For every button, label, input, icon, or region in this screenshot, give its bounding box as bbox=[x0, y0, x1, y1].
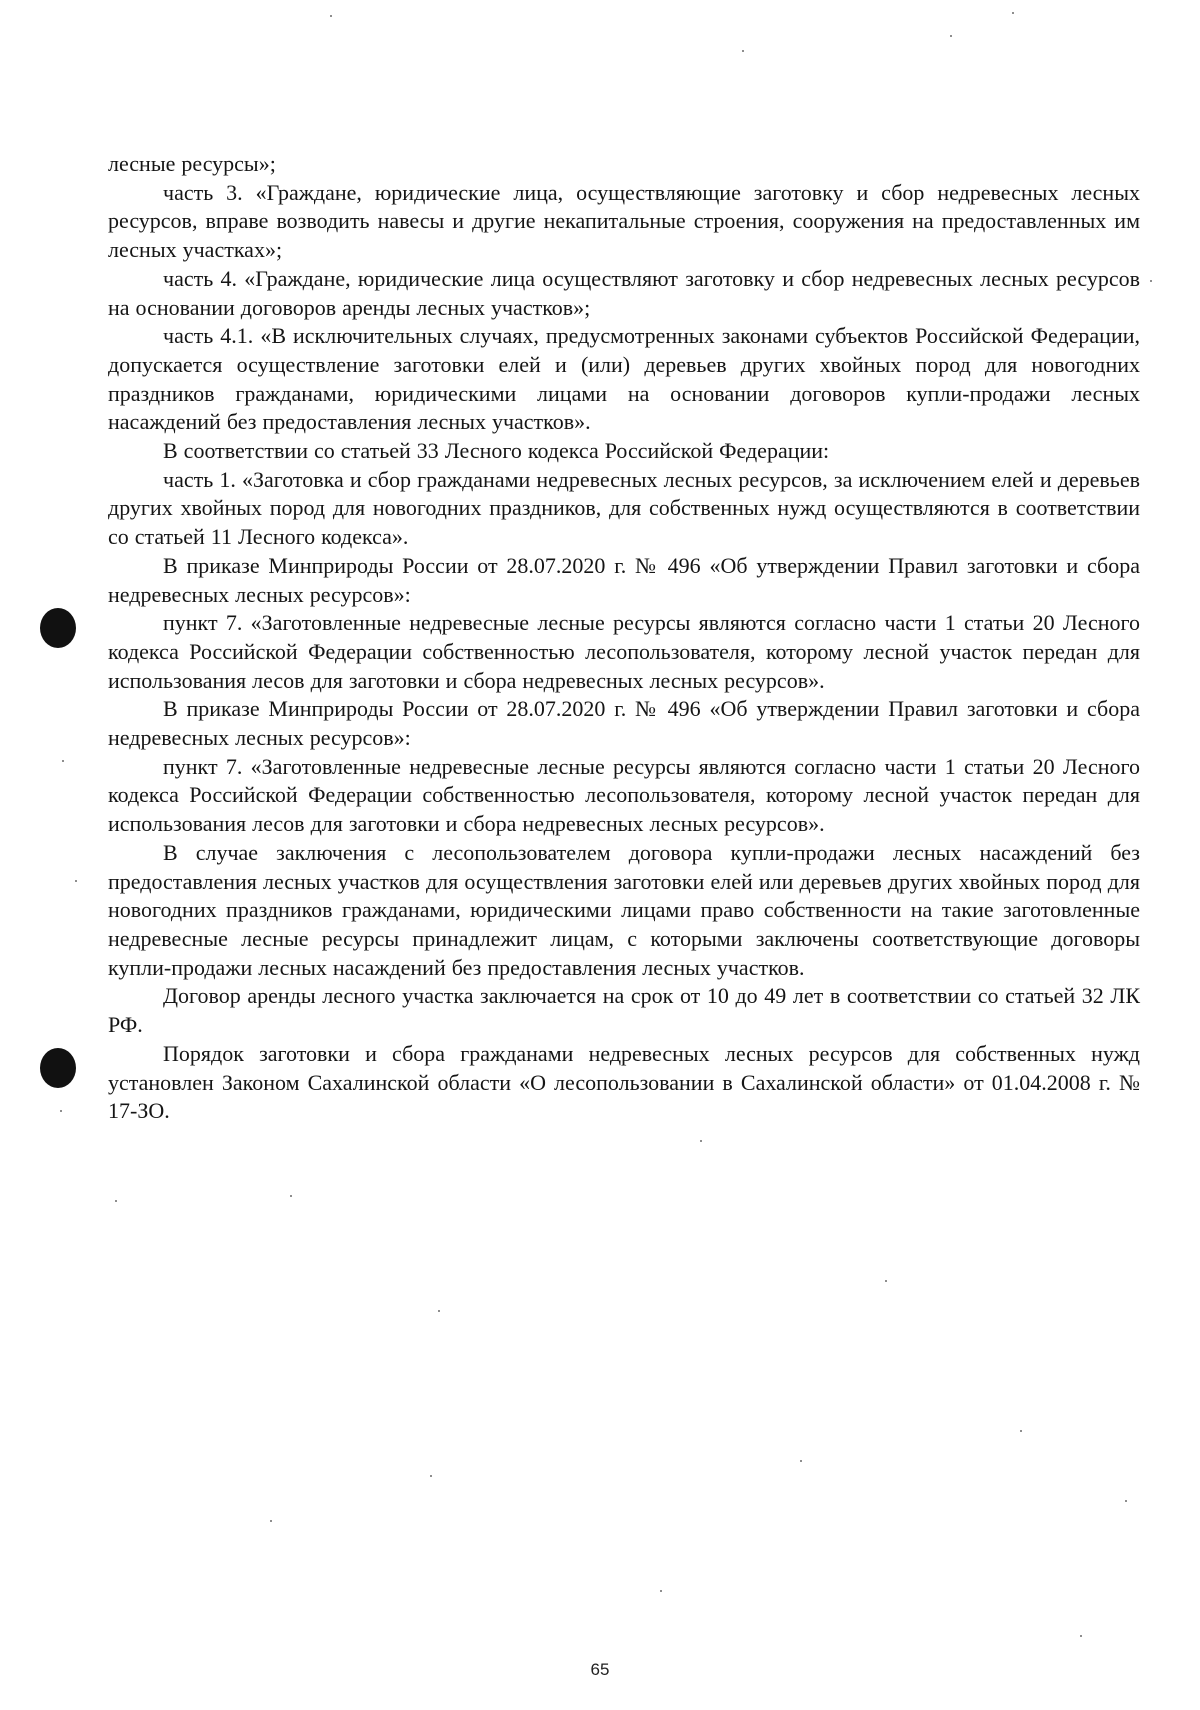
scan-speck bbox=[800, 1460, 802, 1462]
document-body bbox=[108, 150, 1140, 1126]
scan-speck bbox=[700, 1140, 702, 1142]
scan-speck bbox=[1012, 12, 1014, 14]
paragraph-article-33: В соответствии со статьей 33 Лесного кодекса Российской Федерации: bbox=[163, 438, 830, 464]
paragraph-part-4: часть 4. «Граждане, юридические лица осуществляют заготовку и сбор недревесных лесных ресурсов на основании договоров аренды лесных участков»; bbox=[108, 265, 1140, 320]
scan-speck bbox=[115, 1200, 117, 1202]
paragraph-sale-contract: В случае заключения с лесопользователем договора купли-продажи лесных насаждений без предоставления лесных участков для осуществления заготовки елей или деревьев других хвойных пород для новогодних праздников гражданами, юридическими лицами право собственности на такие заготовленные недревесные лесные ресурсы принадлежит лицам, с которыми заключены соответствующие договоры купли-продажи лесных насаждений без предоставления лесных участков. bbox=[108, 839, 1140, 980]
scan-speck bbox=[430, 1475, 432, 1477]
scan-speck bbox=[660, 1590, 662, 1592]
scan-speck bbox=[290, 1195, 292, 1197]
punch-hole-bottom bbox=[40, 1048, 76, 1088]
paragraph-part-4-1: часть 4.1. «В исключительных случаях, предусмотренных законами субъектов Российской Федерации, допускается осуществление заготовки елей и (или) деревьев других хвойных пород для новогодних праздников гражданами, юридическими лицами на основании договоров купли-продажи лесных насаждений без предоставления лесных участков». bbox=[108, 323, 1140, 435]
paragraph-lease-term: Договор аренды лесного участка заключается на срок от 10 до 49 лет в соответствии со статьей 32 ЛК РФ. bbox=[108, 983, 1140, 1038]
page-number: 65 bbox=[590, 1660, 610, 1679]
scan-speck bbox=[885, 1280, 887, 1282]
scan-speck bbox=[60, 1110, 62, 1112]
paragraph-continuation: лесные ресурсы»; bbox=[108, 151, 276, 176]
scan-speck bbox=[1150, 280, 1152, 282]
scan-speck bbox=[950, 35, 952, 37]
scan-speck bbox=[438, 1310, 440, 1312]
paragraph-order-496-second: В приказе Минприроды России от 28.07.2020 г. № 496 «Об утверждении Правил заготовки и сбора недревесных лесных ресурсов»: bbox=[108, 696, 1140, 751]
paragraph-sakhalin-law: Порядок заготовки и сбора гражданами недревесных лесных ресурсов для собственных нужд установлен Законом Сахалинской области «О лесопользовании в Сахалинской области» от 01.04.2008 г. № 17-ЗО. bbox=[108, 1040, 1140, 1124]
paragraph-order-496-first: В приказе Минприроды России от 28.07.2020 г. № 496 «Об утверждении Правил заготовки и сбора недревесных лесных ресурсов»: bbox=[108, 552, 1140, 607]
paragraph-article-33-part-1: часть 1. «Заготовка и сбор гражданами недревесных лесных ресурсов, за исключением елей и деревьев других хвойных пород для новогодних праздников, для собственных нужд осуществляются в соответствии со статьей 11 Лесного кодекса». bbox=[108, 466, 1140, 550]
scan-speck bbox=[270, 1520, 272, 1522]
scan-speck bbox=[62, 760, 64, 762]
punch-hole-top bbox=[40, 608, 76, 648]
paragraph-part-3: часть 3. «Граждане, юридические лица, осуществляющие заготовку и сбор недревесных лесных ресурсов, вправе возводить навесы и другие некапитальные строения, сооружения на предоставленных им лесных участках»; bbox=[108, 179, 1140, 263]
scan-speck bbox=[742, 50, 744, 52]
scan-speck bbox=[1080, 1635, 1082, 1637]
scan-speck bbox=[330, 15, 332, 17]
scan-speck bbox=[1020, 1430, 1022, 1432]
scan-speck bbox=[75, 880, 77, 882]
paragraph-item-7-first: пункт 7. «Заготовленные недревесные лесные ресурсы являются согласно части 1 статьи 20 Лесного кодекса Российской Федерации собственностью лесопользователя, которому лесной участок передан для использования лесов для заготовки и сбора недревесных лесных ресурсов». bbox=[108, 610, 1140, 693]
paragraph-item-7-second: пункт 7. «Заготовленные недревесные лесные ресурсы являются согласно части 1 статьи 20 Лесного кодекса Российской Федерации собственностью лесопользователя, которому лесной участок передан для использования лесов для заготовки и сбора недревесных лесных ресурсов». bbox=[108, 753, 1140, 837]
scan-speck bbox=[1125, 1500, 1127, 1502]
